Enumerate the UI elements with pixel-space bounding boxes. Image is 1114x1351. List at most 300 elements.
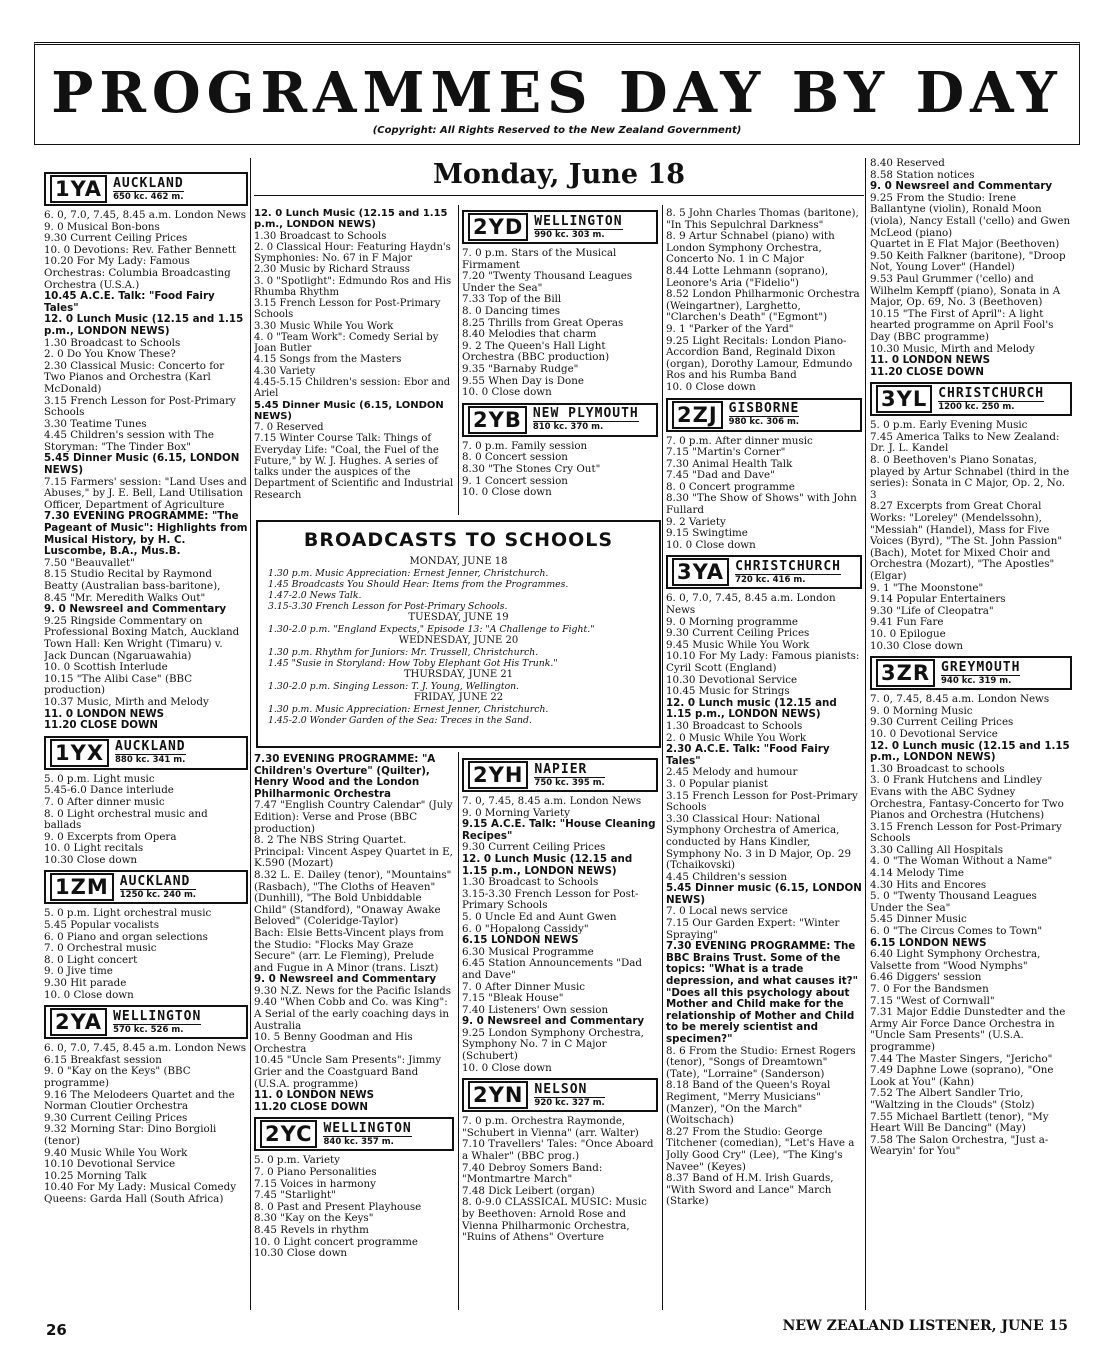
programme-item: 9. 1 "Parker of the Yard" [666,322,794,335]
programme-item: 10.20 For My Lady: Famous Orchestras: Columbia Broadcasting Orchestra (U.S.A.) [44,255,231,291]
programme-item: 2.30 Music by Richard Strauss [254,264,410,276]
programme-item: 8. 0 Light orchestral music and ballads [44,807,208,832]
programme-item: 12. 0 Lunch Music (12.15 and 1.15 p.m., LONDON NEWS) [462,852,633,877]
column-rule [662,205,663,1310]
programme-item: 9. 0 Newsreel and Commentary [44,603,227,616]
column-rule [865,158,866,1310]
station-2ZJ [666,398,862,552]
programme-item: 11.20 CLOSE DOWN [44,719,158,732]
programme-item: 7.58 The Salon Orchestra, "Just a-Wearyin' for You" [870,1133,1049,1158]
programme-item: 4.14 Melody Time [870,867,965,880]
programme-item: 11. 0 LONDON NEWS [44,707,165,720]
station-frequency: 920 kc. 327 m. [534,1097,605,1108]
call-sign: 1YA [50,175,107,203]
programme-list [44,774,248,867]
programme-item: 9. 0 "Kay on the Keys" (BBC programme) [44,1065,191,1089]
programme-item: 3.30 Teatime Tunes [44,417,147,430]
programme-item: 10.30 Close down [44,853,138,866]
programme-item: 7. 0 p.m. Family session [462,439,588,452]
programme-item: 2.30 Classical Music: Concerto for Two Pianos and Orchestra (Karl McDonald) [44,359,225,395]
programme-item: Quartet in E Flat Major (Beethoven) [870,238,1060,251]
broadcast-item: 3.15-3.30 French Lesson for Post-Primary Schools. [268,601,508,612]
programme-item: 10. 0 Scottish Interlude [44,661,168,674]
programme-item: 7. 0 p.m. Orchestra Raymonde, "Schubert in Vienna" (arr. Walter) [462,1115,639,1139]
station-banner [462,758,658,792]
programme-item: 4.45-5.15 Children's session: Ebor and Ariel [254,376,451,400]
programme-item: 6.40 Light Symphony Orchestra, Valsette from "Wood Nymphs" [870,948,1041,972]
programme-item: 12. 0 Lunch Music (12.15 and 1.15 p.m., LONDON NEWS) [44,313,244,337]
programme-item: 8. 9 Artur Schnabel (piano) with London Symphony Orchestra, Concerto No. 1 in C Major [666,230,835,266]
programme-item: 4.45 Children's session with The Storyman: "The Tinder Box" [44,429,215,453]
programme-item: 9.15 A.C.E. Talk: "House Cleaning Recipes" [462,818,656,842]
programme-item: 10.30 Music, Mirth and Melody [870,342,1035,355]
programme-item: 3. 0 Frank Hutchens and Lindley Evans with the ABC Sydney Orchestra, Fantasy-Concerto for Two Pianos and Orchestra (Hutchens) [870,774,1064,822]
programme-item: 7. 0 After Dinner Music [462,980,586,993]
programme-item: 10.10 Devotional Service [44,1158,176,1171]
programme-item: 5.45 Popular vocalists [44,919,159,932]
programme-item: 7.15 "Bleak House" [462,992,564,1005]
programme-item: 7.15 Voices in harmony [254,1177,376,1190]
programme-item: 10.45 "Uncle Sam Presents": Jimmy Grier and the Coastguard Band (U.S.A. programme) [254,1054,442,1090]
programme-item: 10.30 Close down [870,639,964,652]
programme-item: 8.32 L. E. Dailey (tenor), "Mountains" (Rasbach), "The Cloths of Heaven" (Dunhill), "The Bold Unbiddable Child" (Standford), "Onaway Awake Beloved" (Coleridge-Taylor) [254,868,452,928]
programme-item: 3. 0 "Spotlight": Edmundo Ros and His Rhumba Rhythm [254,275,452,298]
programme-item: 7.30 EVENING PROGRAMME: "The Pageant of Music": Highlights from Musical History, by H. C. Luscombe, B.A., Mus.B. [44,510,248,558]
programme-item: 9.45 Music While You Work [666,638,810,651]
programme-item: 4. 0 "The Woman Without a Name" [870,855,1053,868]
programme-item: 11. 0 LONDON NEWS [254,1089,375,1102]
programme-item: 7.48 Dick Leibert (organ) [462,1184,595,1197]
programme-item: 10.45 Music for Strings [666,685,790,698]
programme-item: 7.55 Michael Bartlett (tenor), "My Heart Will Be Dancing" (May) [870,1110,1049,1135]
programme-item: 9. 0 Morning Variety [462,806,570,819]
programme-item: 1.30 Broadcast to schools [870,762,1005,775]
programme-item: 9.32 Morning Star: Dino Borgioli (tenor) [44,1123,217,1147]
programme-item: 7.30 Animal Health Talk [666,457,793,470]
programme-item: 6.30 Musical Programme [462,945,594,958]
station-frequency: 880 kc. 341 m. [115,755,186,766]
column-3-top [462,206,658,515]
programme-item: 7.15 Winter Course Talk: Things of Everyday Life: "Coal, the Fuel of the Future," by W. J. Hughes. A series of talks under the auspices of the Department of Scientific and Industrial Research [254,433,454,501]
programme-item: 8. 0 Past and Present Playhouse [254,1200,422,1213]
programme-item: 1.30 Broadcast to Schools [44,336,181,349]
programme-item: 8.45 Revels in rhythm [254,1223,369,1236]
station-frequency: 1200 kc. 250 m. [938,401,1044,412]
station-name: WELLINGTON [534,213,623,229]
programme-item: 8.40 Melodies that charm [462,328,597,341]
broadcast-day: TUESDAY, JUNE 19 [408,612,509,623]
programme-item: 8. 0 Beethoven's Piano Sonatas, played by Artur Schnabel (third in the series): Sonata in C Major, Op. 2, No. 3 [870,454,1070,501]
programme-list [870,158,1072,378]
programme-item: 3.30 Music While You Work [254,320,394,332]
programme-item: 9.30 Current Ceiling Prices [666,627,810,640]
station-3YL [870,382,1072,652]
station-frequency: 570 kc. 526 m. [113,1024,201,1035]
programme-item: 9.15 Swingtime [666,527,748,540]
station-frequency: 980 kc. 306 m. [728,417,800,427]
programme-list [254,754,454,1113]
programme-item: 10. 0 Close down [462,386,552,399]
column-rule [254,195,864,196]
programme-item: 7. 0 p.m. After dinner music [666,434,813,447]
column-rule [250,158,251,1310]
station-2YB [462,403,658,499]
broadcast-day: WEDNESDAY, JUNE 20 [398,635,519,646]
programme-item: 5. 0 p.m. Light orchestral music [44,907,212,920]
programme-item: 3.15-3.30 French Lesson for Post-Primary Schools [462,887,639,912]
programme-item: 5. 0 p.m. Early Evening Music [870,419,1028,432]
station-3ZR [870,656,1072,1158]
programme-item: 7.30 EVENING PROGRAMME: "A Children's Overture" (Quilter), Henry Wood and the London Philharmonic Orchestra [254,754,436,800]
programme-item: 10.15 "The Alibi Case" (BBC production) [44,672,193,697]
programme-item: 11. 0 LONDON NEWS [870,354,991,367]
programme-item: 10.45 A.C.E. Talk: "Food Fairy Tales" [44,290,215,314]
broadcast-item: 1.47-2.0 News Talk. [268,590,362,601]
programme-item: Bach: Elsie Betts-Vincent plays from the Studio: "Flocks May Graze Secure" (arr. Le Fleming), Prelude and Fugue in A Minor (trans. Liszt) [254,926,444,974]
station-banner [666,555,862,589]
station-2YA [44,1005,248,1205]
programme-item: 5. 0 "Twenty Thousand Leagues Under the Sea" [870,890,1037,914]
programme-item: 5. 0 Uncle Ed and Aunt Gwen [462,910,617,923]
programme-item: 9.35 "Barnaby Rudge" [462,362,579,375]
station-2YC [254,1117,454,1259]
programme-item: 8. 0-9.0 CLASSICAL MUSIC: Music by Beethoven: Arnold Rose and Vienna Philharmonic Orchestra, "Ruins of Athens" Overture [462,1196,647,1244]
station-banner [870,382,1072,416]
programme-item: 7. 0 p.m. Stars of the Musical Firmament [462,247,617,271]
column-3-bottom [462,754,658,1312]
call-sign: 3YA [672,558,729,586]
programme-list [44,210,248,732]
programme-item: 9. 0 Excerpts from Opera [44,830,177,843]
station-name: AUCKLAND [115,739,186,755]
programme-item: 5.45 Dinner Music [870,913,967,926]
programme-item: 10.15 "The First of April": A light hearted programme on April Fool's Day (BBC programme) [870,307,1054,343]
programme-list [44,1043,248,1205]
programme-item: 7. 0, 7.45, 8.45 a.m. London News [462,795,642,807]
programme-item: 7.10 Travellers' Tales: "Once Aboard a Whaler" (BBC prog.) [462,1138,654,1163]
programme-item: 4.45 Children's session [666,870,787,883]
broadcast-day: MONDAY, JUNE 18 [409,556,508,567]
station-frequency: 990 kc. 303 m. [534,229,622,240]
programme-item: 5.45 Dinner music (6.15, LONDON NEWS) [666,882,862,906]
programme-item: 7. 0 Local news service [666,905,788,918]
call-sign: 1ZM [50,873,114,901]
programme-item: 2.30 A.C.E. Talk: "Food Fairy Tales" [666,743,830,767]
programme-item: 4.30 Hits and Encores [870,878,987,891]
programme-item: 7.45 America Talks to New Zealand: Dr. J. L. Kandel [870,430,1060,455]
programme-item: 10. 0 Close down [666,538,756,551]
programme-item: 3.15 French Lesson for Post-Primary Schools [666,789,858,814]
programme-item: 9.30 Current Ceiling Prices [462,841,606,854]
programme-item: 11.20 CLOSE DOWN [870,365,984,378]
programme-item: 6.46 Diggers' session [870,971,982,984]
station-banner [44,736,248,770]
programme-item: 6. 0, 7.0, 7.45, 8.45 a.m. London News [666,592,836,617]
programme-item: 6. 0, 7.0, 7.45, 8.45 a.m. London News [44,209,247,221]
programme-item: 9. 0 Newsreel and Commentary [462,1015,645,1028]
station-name: GREYMOUTH [941,659,1021,675]
programme-item: 7.40 Listeners' Own session [462,1003,609,1016]
programme-item: 10.25 Morning Talk [44,1169,147,1182]
programme-item: 2. 0 Music While You Work [666,731,807,744]
station-name: WELLINGTON [323,1120,412,1136]
station-name: CHRISTCHURCH [735,558,841,574]
programme-item: 9.41 Fun Fare [870,616,944,629]
programme-item: 8.25 Thrills from Great Operas [462,316,624,329]
programme-item: 8.52 London Philharmonic Orchestra (Weingartner), Larghetto, "Clarchen's Death" ("Egmont") [666,288,860,324]
programme-item: 7. 0 Reserved [254,422,324,434]
programme-item: 8. 5 John Charles Thomas (baritone), "In This Sepulchral Darkness" [666,208,859,231]
programme-item: 8. 0 Concert programme [666,480,795,493]
programme-item: 4.15 Songs from the Masters [254,354,402,366]
page-title: PROGRAMMES DAY BY DAY [51,60,1063,126]
programme-item: 8.27 Excerpts from Great Choral Works: "Loreley" (Mendelssohn), "Messiah" (Handel), Mass for Five Voices (Byrd), "The St. John Passion" (Bach), Motet for Mixed Choir and Orchestra (Mozart), "The Apostles" (Elgar) [870,500,1063,582]
station-banner [44,870,248,904]
programme-item: 3.15 French Lesson for Post-Primary Schools [870,820,1062,845]
programme-item: 9.40 "When Cobb and Co. was King": A Serial of the early coaching days in Australia [254,996,450,1032]
programme-list [870,694,1072,1158]
programme-item: 7. 0, 7.45, 8.45 a.m. London News [870,693,1050,706]
programme-item: 6. 0 Piano and organ selections [44,930,208,943]
programme-item: 4. 0 "Team Work": Comedy Serial by Joan Butler [254,331,439,355]
programme-item: 10. 5 Benny Goodman and His Orchestra [254,1031,413,1055]
programme-item: 5.45 Dinner Music (6.15, LONDON NEWS) [254,399,444,422]
programme-item: 10.30 Devotional Service [666,673,798,686]
column-2-top [254,208,454,513]
programme-item: 8. 2 The NBS String Quartet. Principal: Vincent Aspey Quartet in E, K.590 (Mozart) [254,834,453,870]
programme-item: 5.45-6.0 Dance interlude [44,784,174,797]
page-banner [34,42,1080,145]
programme-item: 6. 0 "Hopalong Cassidy" [462,922,589,935]
station-frequency: 720 kc. 416 m. [735,574,841,585]
programme-item: 7.40 Debroy Somers Band: "Montmartre March" [462,1161,603,1186]
column-2-bottom [254,754,454,1312]
programme-item: 9. 0 Morning Music [870,704,973,717]
programme-item: 9. 2 The Queen's Hall Light Orchestra (BBC production) [462,339,610,364]
programme-list [44,908,248,1001]
programme-item: 7.15 Farmers' session: "Land Uses and Abuses," by J. E. Bell, Land Utilisation Officer, Department of Agriculture [44,475,247,511]
programme-item: 10.10 For My Lady: Famous pianists: Cyril Scott (England) [666,650,860,674]
programme-item: 10. 0 Light concert programme [254,1235,419,1248]
programme-item: 10.30 Close down [254,1247,348,1260]
programme-item: 7. 0 Piano Personalities [254,1166,377,1178]
programme-item: 7.20 "Twenty Thousand Leagues Under the Sea" [462,270,633,294]
broadcast-item: 1.30 p.m. Music Appreciation: Ernest Jenner, Christchurch. [268,704,549,715]
programme-item: 8.30 "The Show of Shows" with John Fullard [666,492,857,517]
station-name: NEW PLYMOUTH [532,406,639,422]
programme-item: 7. 0 Orchestral music [44,942,157,955]
programme-item: 9.25 Ringside Commentary on Professional Boxing Match, Auckland Town Hall: Ken Wright (Timaru) v. Jack Duncan (Ngaruawahia) [44,614,240,662]
column-4 [666,208,862,1312]
station-name: NELSON [534,1081,588,1097]
programme-list [462,248,658,399]
call-sign: 2ZJ [672,401,723,429]
programme-item: 2. 0 Do You Know These? [44,348,176,361]
programme-item: 3.30 Calling All Hospitals [870,843,1004,856]
programme-item: 9.30 Current Ceiling Prices [870,716,1014,729]
programme-item: 8.45 "Mr. Meredith Walks Out" [44,591,206,604]
programme-item: 9.50 Keith Falkner (baritone), "Droop Not, Young Lover" (Handel) [870,249,1066,274]
programme-item: 6.15 LONDON NEWS [462,934,579,947]
station-name: CHRISTCHURCH [938,385,1045,401]
station-name: AUCKLAND [113,175,184,191]
programme-item: 9. 0 Jive time [44,965,113,978]
programme-item: 9. 0 Musical Bon-bons [44,220,160,233]
programme-item: 8.58 Station notices [870,168,975,181]
broadcast-item: 1.30 p.m. Rhythm for Juniors: Mr. Trussell, Christchurch. [268,647,539,658]
call-sign: 2YA [50,1008,107,1036]
programme-item: 9.30 "Life of Cleopatra" [870,604,994,617]
programme-item: 9.30 Current Ceiling Prices [44,232,188,245]
station-name: WELLINGTON [113,1008,202,1024]
station-name: AUCKLAND [119,873,191,889]
programme-list [462,441,658,499]
broadcasts-schedule [268,556,649,726]
programme-list [254,208,454,501]
programme-item: 8.27 From the Studio: George Titchener (comedian), "Let's Have a Jolly Good Cry" (Lee), "The King's Navee" (Keyes) [666,1125,855,1173]
programme-item: 9.40 Music While You Work [44,1146,188,1159]
programme-item: 6. 0 "The Circus Comes to Town" [870,925,1043,938]
programme-item: 5. 0 p.m. Light music [44,772,155,785]
call-sign: 2YC [260,1120,317,1148]
programme-list [254,1155,454,1259]
programme-item: 7.31 Major Eddie Dunstedter and the Army Air Force Dance Orchestra in "Uncle Sam Presents" (U.S.A. programme) [870,1006,1066,1053]
programme-item: 7.50 "Beauvallet" [44,556,135,569]
programme-item: 2.45 Melody and humour [666,766,798,779]
broadcasts-to-schools-box [256,520,661,748]
station-2YN [462,1078,658,1244]
programme-list [666,208,862,394]
station-frequency: 840 kc. 357 m. [323,1136,411,1147]
programme-list [870,420,1072,652]
programme-item: 7.15 Our Garden Expert: "Winter Spraying" [666,917,840,941]
call-sign: 2YH [468,761,528,789]
programme-item: 1.30 Broadcast to Schools [254,230,387,242]
programme-item: 9.16 The Melodeers Quartet and the Norman Cloutier Orchestra [44,1088,235,1113]
programme-item: 8. 0 Concert session [462,451,568,464]
broadcast-item: 1.30 p.m. Music Appreciation: Ernest Jenner, Christchurch. [268,568,549,579]
programme-item: 7.33 Top of the Bill [462,293,562,306]
programme-item: 1.30 Broadcast to Schools [666,719,803,732]
station-name: NAPIER [534,761,588,777]
column-rule [458,205,459,515]
programme-list [462,796,658,1074]
programme-item: 2. 0 Classical Hour: Featuring Haydn's Symphonies: No. 67 in F Major [254,241,451,265]
programme-item: 10. 0 Close down [44,988,134,1001]
programme-item: 10.37 Music, Mirth and Melody [44,695,209,708]
broadcast-item: 1.45 Broadcasts You Should Hear: Items from the Programmes. [268,579,569,590]
programme-item: 7. 0 After dinner music [44,795,165,808]
programme-item: 10. 0 Light recitals [44,842,144,855]
programme-item: 6. 0, 7.0, 7.45, 8.45 a.m. London News [44,1042,247,1055]
programme-item: 10. 0 Close down [462,486,552,499]
programme-item: 9. 1 "The Moonstone" [870,581,984,594]
copyright-notice: (Copyright: All Rights Reserved to the New Zealand Government) [372,125,742,136]
programme-item: 7.15 "West of Cornwall" [870,994,995,1007]
programme-item: 10.40 For My Lady: Musical Comedy Queens: Garda Hall (South Africa) [44,1181,237,1205]
programme-item: 9.25 From the Studio: Irene Ballantyne (violin), Ronald Moon (viola), Nancy Estall ('cello) and Gwen McLeod (piano) [870,191,1071,239]
call-sign: 2YB [468,406,527,434]
programme-item: 7.52 The Albert Sandler Trio, "Waltzing in the Clouds" (Stolz) [870,1087,1035,1111]
programme-item: 9.25 London Symphony Orchestra, Symphony No. 7 in C Major (Schubert) [462,1026,644,1063]
broadcast-item: 1.30-2.0 p.m. "England Expects," Episode 13: "A Challenge to Fight." [268,624,595,635]
programme-item: 9. 0 Morning programme [666,615,798,628]
programme-item: 7.44 The Master Singers, "Jericho" [870,1052,1053,1065]
programme-item: 9.14 Popular Entertainers [870,593,1006,606]
station-banner [254,1117,454,1151]
programme-item: 5.45 Dinner Music (6.15, LONDON NEWS) [44,452,240,477]
broadcast-item: 1.45-2.0 Wonder Garden of the Sea: Treces in the Sand. [268,715,532,726]
programme-item: 8.30 "Kay on the Keys" [254,1212,374,1225]
programme-item: 10. 0 Epilogue [870,627,946,640]
programme-item: 8.18 Band of the Queen's Royal Regiment, "Merry Musicians" (Manzer), "On the March" (Woitschach) [666,1079,831,1127]
programme-item: 9.30 N.Z. News for the Pacific Islands [254,984,452,997]
programme-item: 9.53 Paul Grummer ('cello) and Wilhelm Kempff (piano), Sonata in A Major, Op. 69, No. 3 (Beethoven) [870,272,1061,309]
programme-item: 7.47 "English Country Calendar" (July Edition): Verse and Prose (BBC production) [254,799,453,835]
programme-item: 8.44 Lotte Lehmann (soprano), Leonore's Aria ("Fidelio") [666,264,829,289]
programme-item: 8. 0 Dancing times [462,304,561,317]
broadcasts-title: BROADCASTS TO SCHOOLS [303,529,614,551]
broadcast-day: FRIDAY, JUNE 22 [413,692,504,703]
programme-item: 6.15 LONDON NEWS [870,936,987,949]
programme-item: 7.15 "Martin's Corner" [666,446,786,459]
programme-item: 12. 0 Lunch music (12.15 and 1.15 p.m., LONDON NEWS) [666,696,837,721]
broadcast-item: 1.30-2.0 p.m. Singing Lesson: T. J. Young, Wellington. [268,681,520,692]
programme-item: 10. 0 Close down [666,380,756,393]
programme-item: 7.30 EVENING PROGRAMME: The BBC Brains Trust. Some of the topics: "What is a trade depression, and what causes it?" "Does all this psychology about Mother and Child make for the relationship of Mother and Child to be merely scientist and specimen?" [666,940,859,1045]
programme-item: 8.40 Reserved [870,158,945,169]
programme-item: 10. 0 Devotions: Rev. Father Bennett [44,243,237,256]
broadcast-day: THURSDAY, JUNE 21 [403,669,514,680]
programme-item: 3.30 Classical Hour: National Symphony Orchestra of America, conducted by Hans Kindler, Symphony No. 3 in D Major, Op. 29 (Tchaikovski) [666,812,851,872]
station-frequency: 750 kc. 395 m. [534,777,605,788]
programme-list [666,436,862,552]
station-3YA [666,555,862,1207]
programme-item: 8. 0 Light concert [44,953,138,966]
programme-item: 8.37 Band of H.M. Irish Guards, "With Sword and Lance" March (Starke) [666,1172,834,1208]
station-frequency: 1250 kc. 240 m. [119,889,197,900]
programme-item: 9. 0 Newsreel and Commentary [870,180,1053,193]
station-banner [44,1005,248,1039]
programme-item: 10. 0 Devotional Service [870,727,998,740]
station-2YH [462,758,658,1074]
programme-item: 7.45 "Dad and Dave" [666,469,775,482]
programme-item: 3. 0 Popular pianist [666,777,768,790]
station-frequency: 940 kc. 319 m. [941,675,1020,686]
station-banner [44,172,248,206]
station-banner [462,210,658,244]
programme-item: 9.30 Hit parade [44,977,127,990]
programme-item: 12. 0 Lunch music (12.15 and 1.15 p.m., LONDON NEWS) [870,739,1070,764]
programme-list [666,593,862,1207]
programme-item: 10. 0 Close down [462,1061,552,1074]
programme-item: 1.30 Broadcast to Schools [462,876,599,889]
station-banner [462,1078,658,1112]
programme-item: 6.15 Breakfast session [44,1053,162,1066]
programme-item: 8. 6 From the Studio: Ernest Rogers (tenor), "Songs of Dreamtown" (Tate), "Lorraine" (Sanderson) [666,1044,856,1080]
programme-item: 9. 0 Newsreel and Commentary [254,973,437,986]
station-1YX [44,736,248,867]
column-5 [870,158,1072,1312]
station-name: GISBORNE [728,401,800,416]
call-sign: 1YX [50,739,109,767]
programme-list [462,1116,658,1244]
programme-item: 6.45 Station Announcements "Dad and Dave" [462,957,642,981]
programme-item: 9.30 Current Ceiling Prices [44,1111,188,1124]
call-sign: 2YN [468,1081,528,1109]
programme-item: 9. 1 Concert session [462,474,568,487]
station-banner [870,656,1072,690]
